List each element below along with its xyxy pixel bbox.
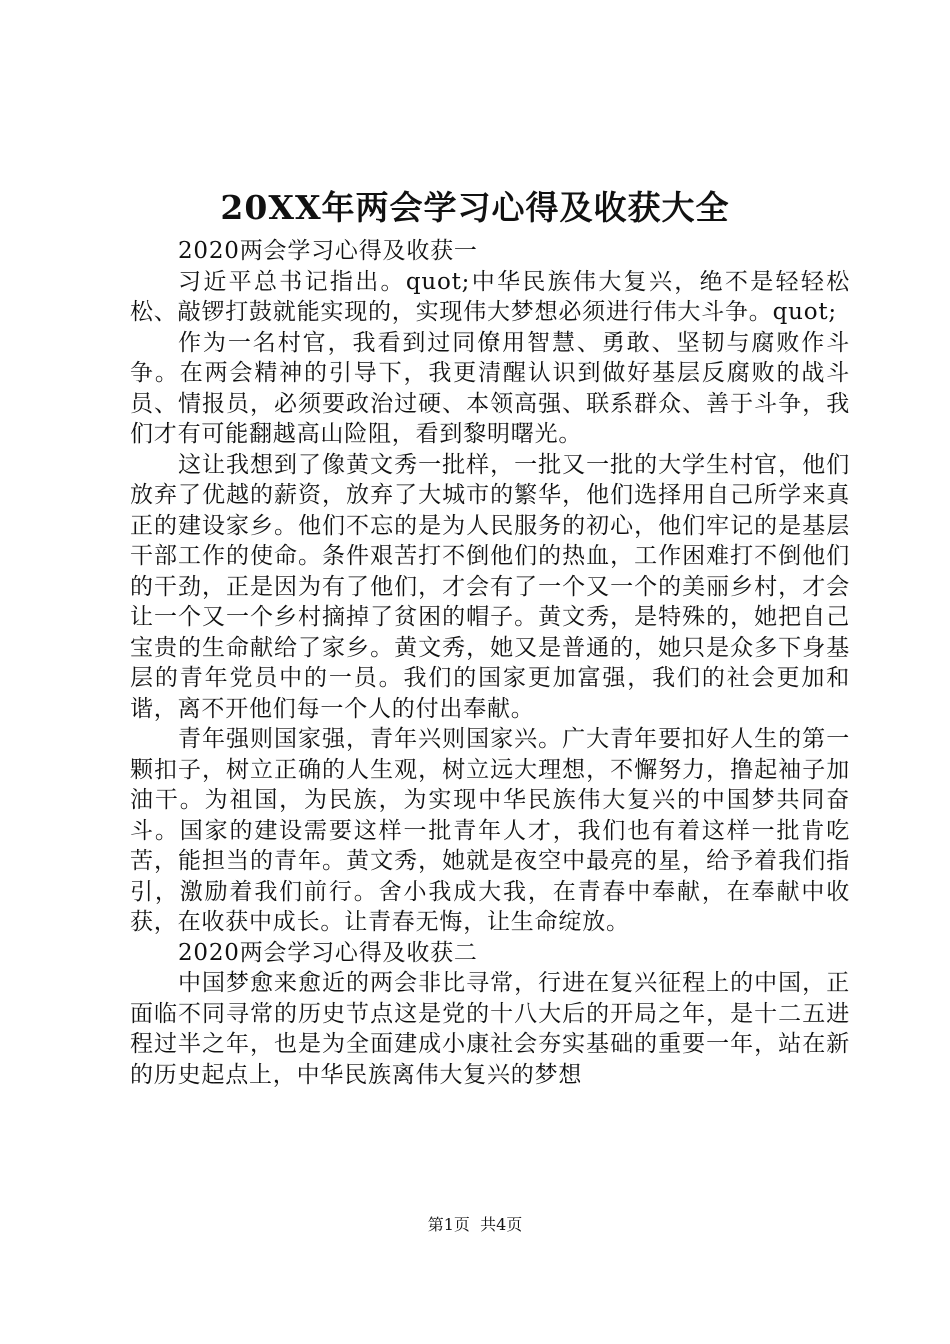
page-footer <box>0 1214 950 1236</box>
document-title: 20XX年两会学习心得及收获大全 <box>220 188 730 227</box>
paragraph-huang-wenxiu: 这让我想到了像黄文秀一批样，一批又一批的大学生村官，他们放弃了优越的薪资，放弃了大城市的繁华，他们选择用自己所学来真正的建设家乡。他们不忘的是为人民服务的初心，他们牢记的是基层干部工作的使命。条件艰苦打不倒他们的热血，工作困难打不倒他们的干劲，正是因为有了他们，才会有了一个又一个的美丽乡村，才会让一个又一个乡村摘掉了贫困的帽子。黄文秀，是特殊的，她把自己宝贵的生命献给了家乡。黄文秀，她又是普通的，她只是众多下身基层的青年党员中的一员。我们的国家更加富强，我们的社会更加和谐，离不开他们每一个人的付出奉献。 <box>130 451 850 722</box>
footer-separator <box>470 1215 480 1234</box>
document-body <box>130 236 850 1090</box>
paragraph-quote: 习近平总书记指出。quot;中华民族伟大复兴，绝不是轻轻松松、敲锣打鼓就能实现的，实现伟大梦想必须进行伟大斗争。quot; <box>130 268 850 325</box>
paragraph-youth: 青年强则国家强，青年兴则国家兴。广大青年要扣好人生的第一颗扣子，树立正确的人生观，树立远大理想，不懈努力，撸起袖子加油干。为祖国，为民族，为实现中华民族伟大复兴的中国梦共同奋斗。国家的建设需要这样一批青年人才，我们也有着这样一批肯吃苦，能担当的青年。黄文秀，她就是夜空中最亮的星，给予着我们指引，激励着我们前行。舍小我成大我，在青春中奉献，在奉献中收获，在收获中成长。让青春无悔，让生命绽放。 <box>130 726 850 935</box>
total-pages: 共4页 <box>480 1215 523 1234</box>
page-number: 第1页 <box>427 1215 470 1234</box>
paragraph-village-official: 作为一名村官，我看到过同僚用智慧、勇敢、坚韧与腐败作斗争。在两会精神的引导下，我更清醒认识到做好基层反腐败的战斗员、情报员，必须要政治过硬、本领高强、联系群众、善于斗争，我们才有可能翻越高山险阻，看到黎明曙光。 <box>130 329 850 447</box>
section-heading-1: 2020两会学习心得及收获一 <box>178 238 478 264</box>
paragraph-china-dream: 中国梦愈来愈近的两会非比寻常，行进在复兴征程上的中国，正面临不同寻常的历史节点这是党的十八大后的开局之年，是十二五进程过半之年，也是为全面建成小康社会夯实基础的重要一年，站在新的历史起点上，中华民族离伟大复兴的梦想 <box>130 970 850 1088</box>
section-heading-2: 2020两会学习心得及收获二 <box>178 939 478 966</box>
